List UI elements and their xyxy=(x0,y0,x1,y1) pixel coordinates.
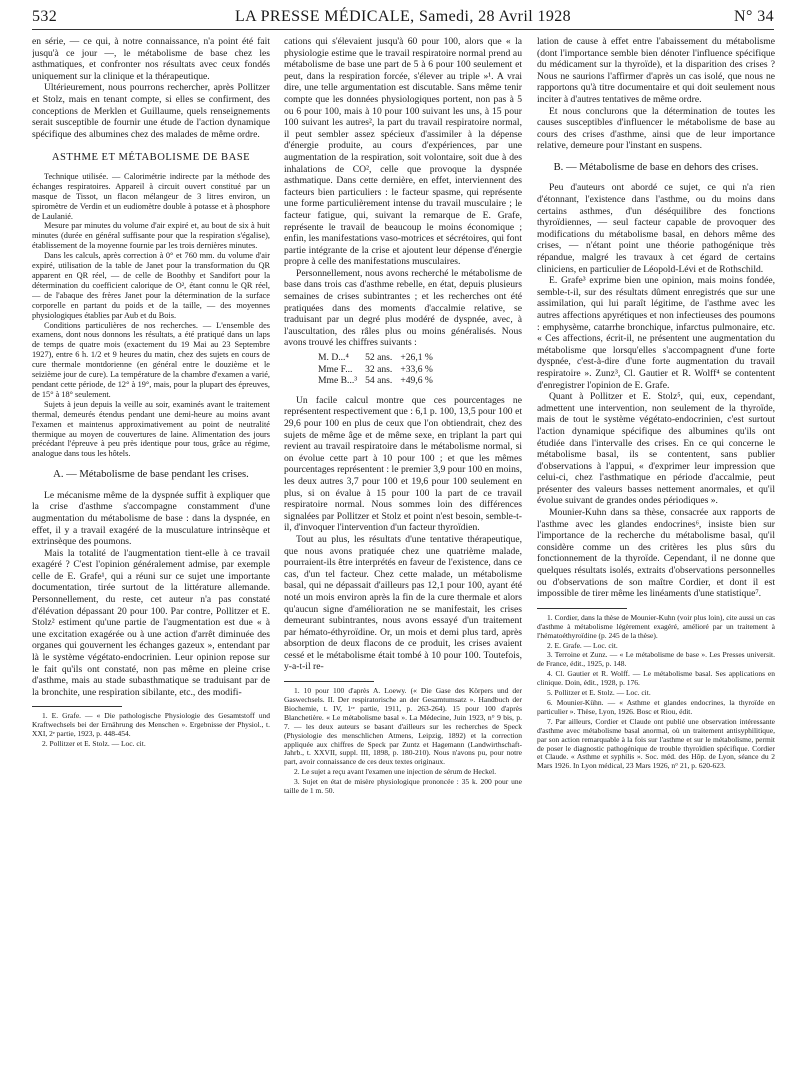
footnote: 2. Le sujet a reçu avant l'examen une injection de sérum de Heckel. xyxy=(294,767,497,777)
column-2 xyxy=(284,36,522,1072)
journal-title: LA PRESSE MÉDICALE, Samedi, 28 Avril 1928 xyxy=(234,8,572,25)
metabolism-value: +33,6 % xyxy=(400,363,433,375)
paragraph: Personnellement, nous avons recherché le métabolisme de base dans trois cas d'asthme rebelle, en état, depuis plusieurs semaines de crises subintrantes ; et les recherches ont été pratiquées dans des moments d'accalmie relative, se traduisant par un degré plus modéré de dyspnée, avec, à l'auscultation, des râles plus ou moins généralisés. Nous avons trouvé les chiffres suivants : xyxy=(284,267,522,349)
footnote: 7. Par ailleurs, Cordier et Claude ont publié une observation intéressante d'asthme avec métabolisme basal anormal, où un traitement antisyphilitique, par son action remarquable à la fois sur l'asthme et sur le métabolisme, permit de poser le diagnostic pathogénique de trouble thyroïdien spécifique. Cordier et Claude. « Asthme et syphilis ». Soc. méd. des Hôp. de Lyon, séance du 2 Mars 1926. In Lyon médical, 23 Mars 1926, n° 21, p. 620-623. xyxy=(537,716,775,771)
paragraph: Mounier-Kuhn dans sa thèse, consacrée aux rapports de l'asthme avec les glandes endocrines⁶, insiste bien sur l'importance de la recherche du métabolisme basal, qu'il considère comme un des critères les plus sûrs du fonctionnement de la thyroïde. Cependant, il ne donne que quelques résultats isolés, extraits d'observations personnelles ou d'observations de son maître Cordier, et dont il est impossible de tirer même les linéaments d'une statistique⁷. xyxy=(537,507,775,600)
footnote: 3. Sujet en état de misère physiologique prononcée : 35 k. 200 pour une taille de 1 m. 50. xyxy=(284,777,522,796)
column-3 xyxy=(537,36,775,1072)
metabolism-value: +26,1 % xyxy=(400,352,433,364)
footnote: 1. Cordier, dans la thèse de Mounier-Kuhn (voir plus loin), cite aussi un cas d'asthme à métabolisme légèrement exagéré, amélioré par un traitement à l'hématoéthyroïdine (p. 245 de la thèse). xyxy=(537,612,775,640)
footnote: 2. E. Grafe. — Loc. cit. xyxy=(547,640,618,650)
header-rule xyxy=(32,29,774,30)
paragraph: lation de cause à effet entre l'abaissement du métabolisme (dont l'importance semble bien dénoter l'influence spécifique du médicament sur la thyroïde), et la disparition des crises ? Nous ne saurions l'affirmer d'après un cas isolé, que nous ne rapportons qu'à titre documentaire et qui doit seulement nous inciter à d'autres tentatives de même ordre. xyxy=(537,36,775,105)
footnote: 3. Terroine et Zunz. — « Le métabolisme de base ». Les Presses universit. de France, édit., 1925, p. 148. xyxy=(537,650,775,669)
subsection-title-a: A. — Métabolisme de base pendant les crises. xyxy=(53,469,249,481)
footnotes xyxy=(537,614,775,771)
paragraph: Tout au plus, les résultats d'une tentative thérapeutique, que nous avons pratiquée chez une quatrième malade, pourraient-ils être interprétés en faveur de l'existence, dans ce cas, d'un tel facteur. Chez cette malade, un métabolisme basal, qui ne dépassait d'ailleurs pas 12,1 pour 100, ayant été noté un mois environ après la fin de la cure thermale et alors qu'aucun signe d'amélioration ne se manifestait, les crises demeurant subintrantes, nous avons essayé d'un traitement par hémato-éthyroïdine. Or, un mois et demi plus tard, après absorption de deux flacons de ce produit, les crises avaient cessé et le métabolisme était tombé à 10 pour 100. Toutefois, y-a-t-il re- xyxy=(284,533,522,673)
footnote-rule xyxy=(32,706,122,707)
paragraph: Mesure par minutes du volume d'air expiré et, au bout de six à huit minutes (durée en général suffisante pour que la respiration s'égalise), établissement de la moyenne fournie par les trois dernières minutes. xyxy=(32,221,270,251)
paragraph: Le mécanisme même de la dyspnée suffit à expliquer que la crise d'asthme s'accompagne constamment d'une augmentation du métabolisme de base : dans la dyspnée, en effet, il y a travail exagéré de la musculature intrinsèque et extrinsèque des poumons. xyxy=(32,489,270,548)
column-1 xyxy=(32,36,270,1072)
footnote: 1. E. Grafe. — « Die pathologische Physiologie des Gesamtstoff und Kraftwechsels bei der Ernährung des Menschen ». Ergebnisse der Physiol., t. XXI, 2ᵉ partie, 1923, p. 448-454. xyxy=(32,711,270,739)
paragraph: Dans les calculs, après correction à 0° et 760 mm. du volume d'air expiré, utilisation de la table de Janet pour la transformation du QR apparent en QR réel, — de celle de Boothby et Sandifort pour la détermination du coefficient calorique de O², étant connu le QR réel, — de l'abaque des frères Janet pour la détermination de la surface corporelle en partant du poids et de la taille, — des moyennes physiologiques établies par Aub et du Bois. xyxy=(32,251,270,320)
patient-age: 52 ans. xyxy=(365,352,393,364)
paragraph: Conditions particulières de nos recherches. — L'ensemble des examens, dont nous donnons les résultats, a été pratiqué dans un laps de temps de quatre mois (exactement du 19 Mai au 23 Septembre 1927), entre 6 h. 1/2 et 9 heures du matin, chez des sujets en cours de cure thermale montdorienne (en général entre le douzième et le seizième jour de cure). La température de la chambre d'examen a varié, pendant cette période, de 12° à 19°, mais, pour la plupart des épreuves, de 15° à 18° seulement. xyxy=(32,320,270,399)
paragraph: Ultérieurement, nous pourrons rechercher, après Pollitzer et Stolz, mais en tenant compte, si elles se confirment, des conceptions de Merklen et Guillaume, quels renseignements serait susceptible de fournir une étude de l'action dynamique spécifique des albumines chez des malades de même ordre. xyxy=(32,82,270,140)
patient-age: 32 ans. xyxy=(365,363,393,375)
footnotes xyxy=(284,687,522,796)
page-header xyxy=(32,6,774,28)
footnotes xyxy=(32,712,270,749)
patient-name: Mme B...³ xyxy=(318,375,358,387)
technique-block xyxy=(32,172,270,459)
footnote: 4. Cl. Gautier et R. Wolff. — Le métabolisme basal. Ses applications en clinique. Doin, édit., 1928, p. 176. xyxy=(537,669,775,688)
metabolism-value: +49,6 % xyxy=(400,375,433,387)
paragraph: Et nous conclurons que la détermination de toutes les causes susceptibles d'influencer le métabolisme de base au cours des crises d'asthme, ainsi que de leur importance relative, demeure pour l'instant en suspens. xyxy=(537,105,775,152)
paragraph: E. Grafe³ exprime bien une opinion, mais moins fondée, semble-t-il, sur des résultats dûment enregistrés que sur une assimilation, qui lui paraît légitime, de l'asthme avec les autres affections apyrétiques et non infectieuses des poumons : emphysème, catarrhe bronchique, infarctus pulmonaire, etc. « Ces affections, écrit-il, ne présentent une augmentation du métabolisme que lorsqu'elles s'accompagnent d'une forte dyspnée, c'est-à-dire d'une forte augmentation du travail respiratoire ». Zunz³, Cl. Gautier et R. Wolff⁴ se contentent d'enregistrer l'opinion de E. Grafe. xyxy=(537,275,775,391)
paragraph: Peu d'auteurs ont abordé ce sujet, ce qui n'a rien d'étonnant, l'existence dans l'asthme, ou du moins dans certains asthmes, d'un déséquilibre des fonctions thyroïdiennes, — seul facteur capable de provoquer des modifications du métabolisme basal, en dehors même des crises, — n'étant point une théorie pathogénique très répandue, malgré les travaux à cet égard de certains cliniciens, en particulier de Léopold-Lévi et de Rothschild. xyxy=(537,182,775,275)
section-title: ASTHME ET MÉTABOLISME DE BASE xyxy=(51,152,251,164)
table-row xyxy=(314,352,437,364)
subsection-title-b: B. — Métabolisme de base en dehors des crises. xyxy=(553,161,759,173)
footnote: 5. Pollitzer et E. Stolz. — Loc. cit. xyxy=(547,688,651,698)
paragraph: Technique utilisée. — Calorimétrie indirecte par la méthode des échanges respiratoires. Appareil à circuit ouvert constitué par un masque de Tissot, un flacon mélangeur de 3 litres environ, un spiromètre de Verdin et un eudiomètre double à potasse et à phosphore de Laulanié. xyxy=(32,171,270,221)
footnote: 6. Mounier-Kühn. — « Asthme et glandes endocrines, la thyroïde en particulier ». Thèse, Lyon, 1926. Bosc et Riou, édit. xyxy=(537,697,775,716)
page-number: 532 xyxy=(32,8,58,25)
results-table xyxy=(314,352,437,387)
footnote-rule xyxy=(537,608,627,609)
patient-name: M. D...⁴ xyxy=(318,352,349,364)
paragraph: Mais la totalité de l'augmentation tient-elle à ce travail exagéré ? C'est l'opinion généralement admise, par exemple celle de E. Grafe¹, qui a réuni sur ce sujet une importante documentation, tirée surtout de la littérature allemande. Personnellement, du reste, cet auteur n'a pas constaté d'élévation dépassant 20 pour 100. Par contre, Pollitzer et E. Stolz² estiment qu'une partie de l'augmentation est due « à une excitation exagérée ou à une action d'arrêt diminuée des organes qui gouvernent les échanges gazeux », entendant par là le système végétato-endocrinien. Leur opinion repose sur le fait qu'ils ont constaté, non pas même en pleine crise d'asthme, mais au stade subasthmatique se traduisant par de la bronchite, une respiration sibilante, etc., des modifi- xyxy=(32,547,270,698)
footnote: 1. 10 pour 100 d'après A. Loewy. (« Die Gase des Körpers und der Gaswechsels. II. Der respiratorische an der Gesamtumsatz ». Handbuch der Biochemie, t. IV, 1ʳᵉ partie, 1911, p. 263-264). 15 pour 100 d'après Blanchetière. « Le métabolisme basal ». La Médecine, Juin 1923, n° 9 bis, p. 7. — les deux auteurs se basant d'ailleurs sur les recherches de Speck (Physiologie des menschlichen Atmens, Leipzig, 1892) et la correction appliquée aux chiffres de Speck par Zuntz et Hagemann (Landwirthschaft-Jahrb., t. XXVII, suppl. III, 1898, p. 180-210). Nous n'avons pu, pour notre part, avoir connaissance de ces deux textes originaux. xyxy=(284,686,522,767)
issue-number: N° 34 xyxy=(734,8,774,25)
footnote-rule xyxy=(284,681,374,682)
footnote: 2. Pollitzer et E. Stolz. — Loc. cit. xyxy=(42,739,146,749)
paragraph: Sujets à jeun depuis la veille au soir, examinés avant le traitement thermal, demeurés étendus pendant une demi-heure au moins avant l'examen et maintenus approximativement au point de neutralité thermique au moyen de couvertures de laine. Alimentation des jours précédant l'épreuve à peu près identique pour tous, grâce au régime, analogue dans tous les hôtels. xyxy=(32,399,270,459)
paragraph: Quant à Pollitzer et E. Stolz⁵, qui, eux, cependant, admettent une intervention, non seulement de la thyroïde, mais de tout le système végétato-endocrinien, c'est surtout l'action dynamique spécifique des albumines qu'ils ont étudiée dans l'intervalle des crises. En ce qui concerne le métabolisme basal, ils se contentent, sans publier d'observations à l'appui, « d'exprimer leur impression que celui-ci, chez l'asthmatique en période d'accalmie, peut présenter des valeurs basses nettement anormales, et qu'il évolue suivant de grandes ondes périodiques ». xyxy=(537,391,775,507)
paragraph: en série, — ce qui, à notre connaissance, n'a point été fait jusqu'à ce jour —, le métabolisme de base chez les asthmatiques, et confronter nos résultats avec ceux fondés uniquement sur la clinique et la thérapeutique. xyxy=(32,36,270,82)
paragraph: Un facile calcul montre que ces pourcentages ne représentent respectivement que : 6,1 p. 100, 13,5 pour 100 et 29,6 pour 100 en plus de ceux que l'on obtiendrait, chez des sujets de même âge et de même sexe, en triplant la part qui revient au travail respiratoire dans le métabolisme normal, si on évolue cette part à 10 pour 100 ; et que les mêmes pourcentages représentent : le premier 3,9 pour 100 en moins, les deux autres 3,7 pour 100 et 19,6 pour 100 seulement en plus, si on évalue à 15 pour 100 la part de ce travail respiratoire normal. Nous sommes loin des différences signalées par Pollitzer et Stolz et point n'est besoin, semble-t-il, d'invoquer l'intervention d'un facteur thyroïdien. xyxy=(284,394,522,534)
patient-name: Mme F... xyxy=(318,363,353,375)
table-row xyxy=(314,375,437,387)
table-row xyxy=(314,364,437,376)
paragraph: cations qui s'élevaient jusqu'à 60 pour 100, alors que « la physiologie estime que le travail respiratoire normal prend au métabolisme de base une part de 5 à 6 pour 100 seulement et peut, dans la respiration forcée, s'élever au triple »¹. A vrai dire, une telle argumentation est discutable. Sans même tenir compte que les données physiologiques portent, non pas à 5 ou 6 pour 100, mais à 10 pour 100 suivant les uns, à 15 pour 100 suivant les autres², la part du travail respiratoire normal, il peut sembler assez spécieux d'assimiler à la dépense d'énergie produite, au cours d'expériences, par une augmentation de la respiration, soit volontaire, soit due à des inhalations de CO², celle que provoque la dyspnée asthmatique. Dans cette dernière, en effet, interviennent des facteurs bien particuliers : le facteur spasme, qui représente une forme particulièrement intense du travail musculaire ; le facteur fatigue, qui, suivant la remarque de E. Grafe, représente le travail de beaucoup le moins économique ; enfin, les manifestations vaso-motrices et sécrétoires, qui font partie intégrante de la crise et ajoutent leur dépense d'énergie propre à celle des manifestations musculaires. xyxy=(284,36,522,268)
patient-age: 54 ans. xyxy=(365,375,393,387)
